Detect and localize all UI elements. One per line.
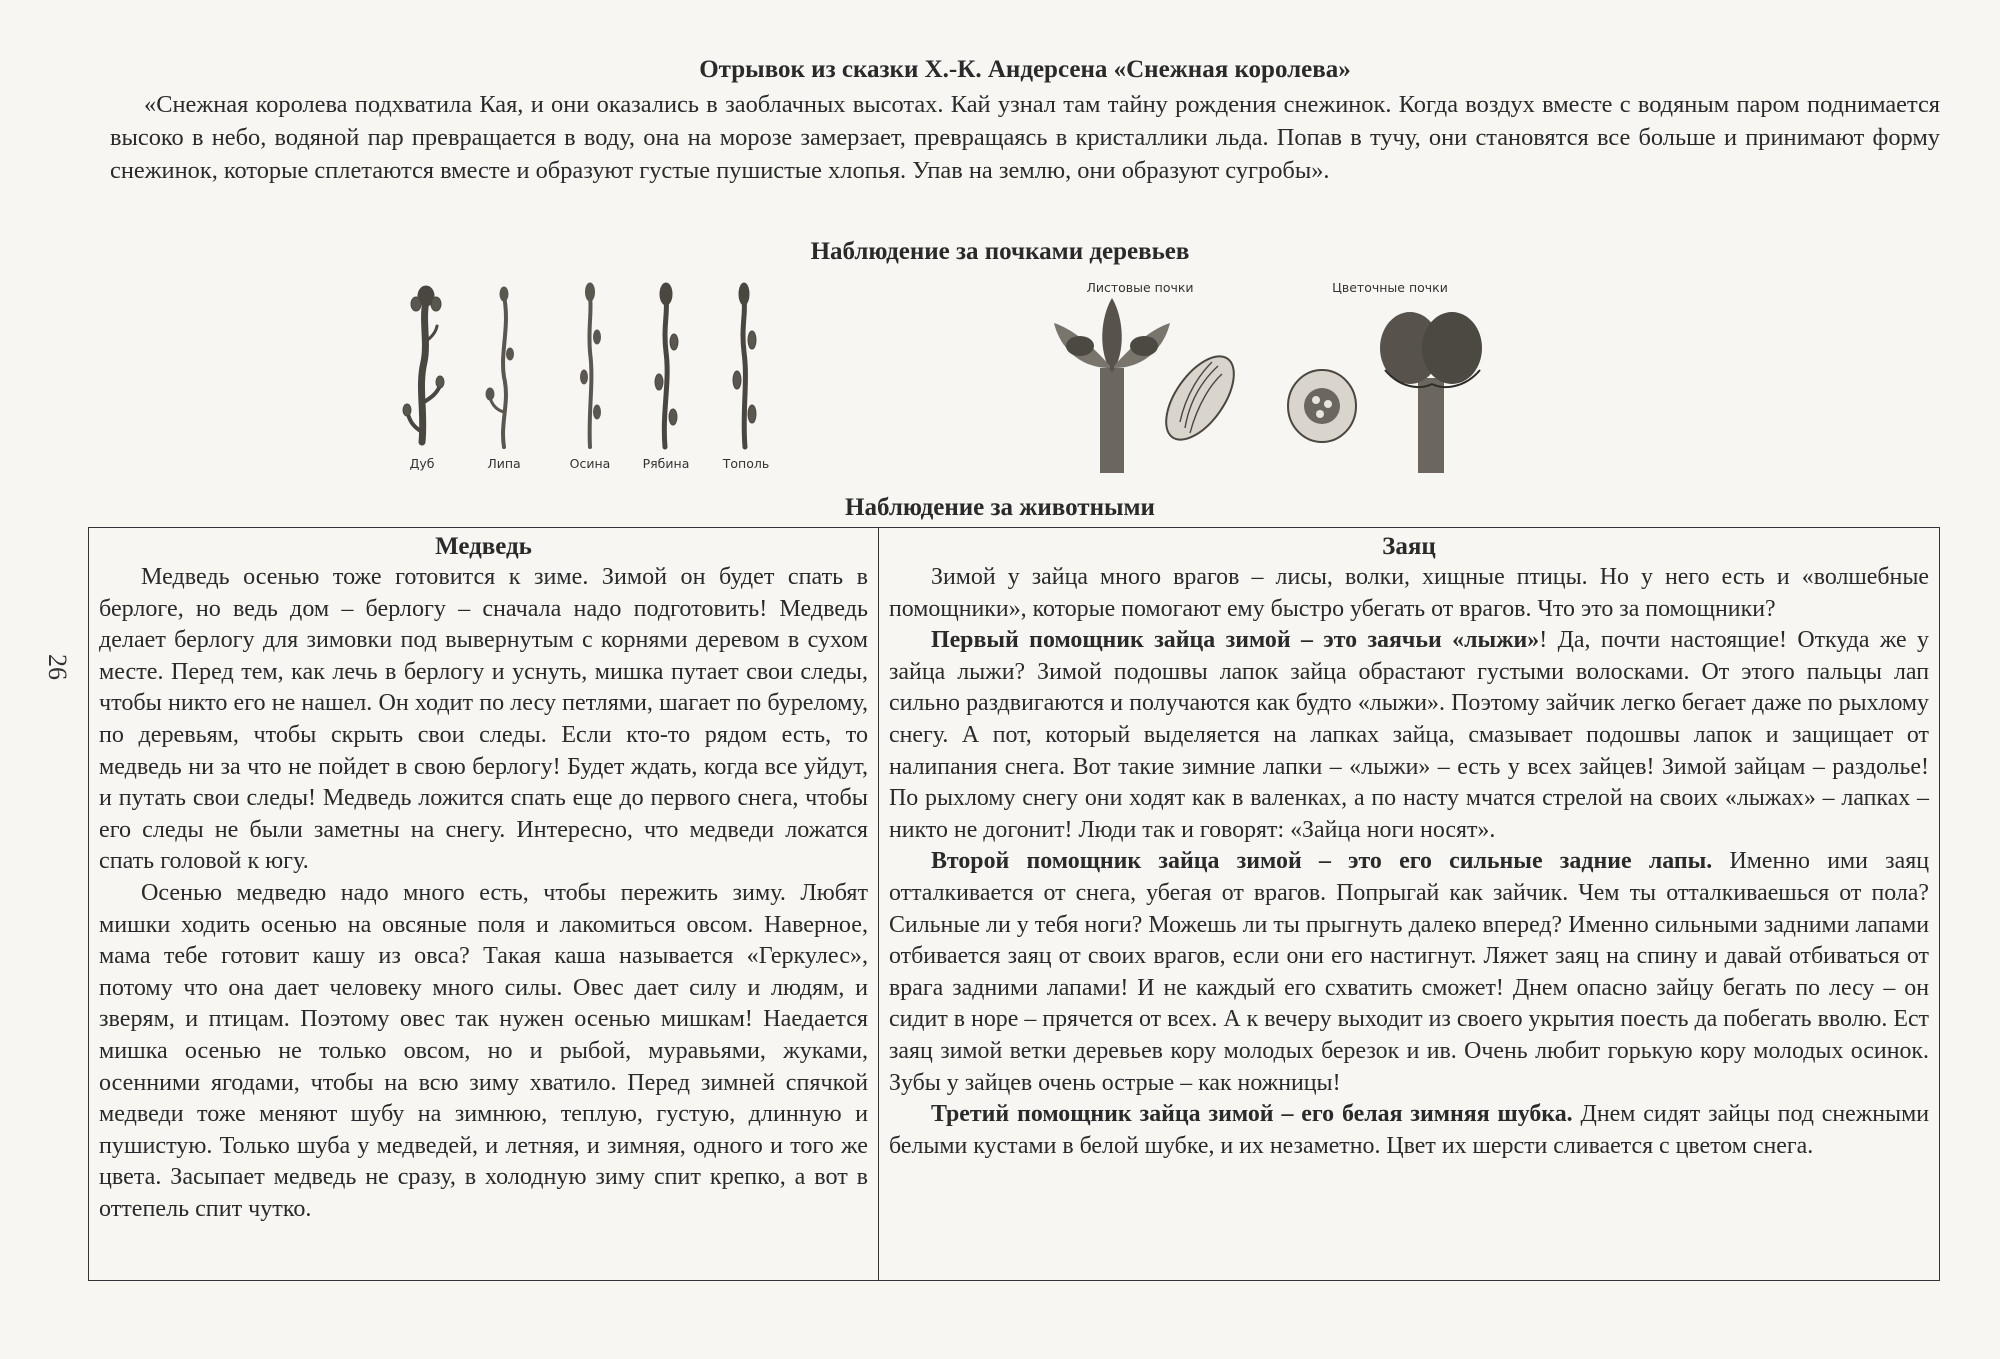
- hare-helper-1-text: ! Да, почти настоящие! Откуда же у зайца лыжи? Зимой подошвы лапок зайца обрастают густыми волосками. От этого пальцы лап сильно раздвигаются и получаются как будто «лыжи». Поэтому зайчик легко бегает даже по рыхлому снегу. А пот, который выделяется на лапках зайца, смазывает подошвы лапок и защищает от налипания снега. Вот такие зимние лапки – «лыжи» – есть у всех зайцев! Зимой зайцам – раздолье! По рыхлому снегу они ходят как в валенках, а по насту мчатся стрелой на своих «лыжах» – лапках – никто не догонит! Люди так и говорят: «Зайца ноги носят».: [889, 627, 1930, 843]
- bear-paragraph-1: Медведь осенью тоже готовится к зиме. Зимой он будет спать в берлоге, но ведь дом – берлогу – сначала надо подготовить! Медведь делает берлогу для зимовки под вывернутым с корнями деревом в сухом месте. Перед тем, как лечь в берлогу и уснуть, мишка путает свои следы, чтобы никто его не нашел. Он ходит по лесу петлями, шагает по бурелому, по деревьям, чтобы скрыть свои следы. Если кто-то рядом есть, то медведь ни за что не пойдет в свою берлогу! Будет ждать, когда все уйдут, и путать свои следы! Медведь ложится спать еще до первого снега, чтобы его следы не были заметны на снегу. Интересно, что медведи ложатся спать головой к югу.: [99, 564, 868, 875]
- leaf-and-flower-buds-illustration: [1040, 278, 1520, 478]
- twig-label-oak: Дуб: [409, 456, 435, 471]
- bear-paragraph-2: Осенью медведю надо много есть, чтобы пережить зиму. Любят мишки ходить осенью на овсяные поля и лакомиться овсом. Наверное, мама тебе готовит кашу из овса? Такая каша называется «Геркулес», потому что она дает человеку много силы. Овес дает силу и людям, и зверям, и птицам. Поэтому овес так нужен осенью мишкам! Наедается мишка осенью не только овсом, но и рыбой, муравьями, жуками, осенними ягодами, чтобы на всю зиму хватило. Перед зимней спячкой медведи тоже меняют шубу на зимнюю, теплую, густую, длинную и пушистую. Только шуба у медведей, и летняя, и зимняя, одного и того же цвета. Засыпает медведь не сразу, в холодную зиму спит крепко, а вот в оттепель спит чутко.: [99, 879, 868, 1222]
- hare-helper-3-paragraph: [889, 1099, 1929, 1162]
- animals-table: [88, 527, 1940, 1281]
- page-number: 26: [43, 654, 72, 680]
- rowan-twig-image: [655, 283, 678, 447]
- animals-section-title: Наблюдение за животными: [845, 494, 1155, 521]
- twig-label-poplar: Тополь: [722, 456, 770, 471]
- aspen-twig-image: [581, 283, 601, 447]
- twig-label-linden: Липа: [487, 456, 521, 471]
- hare-column: [879, 528, 1939, 1280]
- excerpt-title: Отрывок из сказки Х.-К. Андерсена «Снежная королева»: [699, 56, 1351, 83]
- leaf-buds-label: Листовые почки: [1086, 280, 1194, 295]
- hare-helper-3-heading: Третий помощник зайца зимой – его белая зимняя шубка.: [931, 1101, 1573, 1128]
- hare-intro-paragraph: Зимой у зайца много врагов – лисы, волки, хищные птицы. Но у него есть и «волшебные помощники», которые помогают ему быстро убегать от врагов. Что это за помощники?: [889, 564, 1929, 622]
- fairy-tale-excerpt: [110, 56, 1940, 187]
- flower-bud-section-image: [1288, 370, 1356, 442]
- tree-twigs-illustration: [392, 282, 812, 472]
- leaf-bud-section-image: [1153, 345, 1247, 451]
- hare-helper-1-heading: Первый помощник зайца зимой – это заячьи «лыжи»: [931, 627, 1540, 654]
- bear-heading: Медведь: [435, 533, 532, 560]
- hare-helper-2-heading: Второй помощник зайца зимой – это его сильные задние лапы.: [931, 848, 1713, 875]
- excerpt-text: «Снежная королева подхватила Кая, и они оказались в заоблачных высотах. Кай узнал там тайну рождения снежинок. Когда воздух вместе с водяным паром поднимается высоко в небо, водяной пар превращается в воду, она на морозе замерзает, превращаясь в кристаллики льда. Попав в тучу, они становятся все больше и принимают форму снежинок, которые сплетаются вместе и образуют густые пушистые хлопья. Упав на землю, они образуют сугробы».: [110, 91, 1940, 184]
- hare-helper-2-text: Именно ими заяц отталкивается от снега, убегая от врагов. Попрыгай как зайчик. Чем ты отталкиваешься от пола? Сильные ли у тебя ноги? Можешь ли ты прыгнуть далеко вперед? Именно сильными задними лапами отбивается заяц от своих врагов, если они его настигнут. Ляжет заяц на спину и давай отбиваться от врага задними лапами! И не каждый его схватить сможет! Днем опасно зайцу бегать по лесу – он сидит в норе – прячется от всех. А к вечеру выходит из своего укрытия поесть да побегать вволю. Ест заяц зимой ветки деревьев кору молодых березок и ив. Очень любит горькую кору молодых осинок. Зубы у зайцев очень острые – как ножницы!: [889, 848, 1929, 1096]
- hare-helper-1-paragraph: [889, 625, 1929, 846]
- twig-label-rowan: Рябина: [642, 456, 690, 471]
- oak-twig-image: [403, 286, 444, 442]
- leaf-bud-image: [1054, 298, 1170, 473]
- hare-helper-3-text: Днем сидят зайцы под снежными белыми кустами в белой шубке, и их незаметно. Цвет их шерсти сливается с цветом снега.: [889, 1101, 1929, 1159]
- poplar-twig-image: [733, 283, 756, 447]
- flower-bud-image: [1380, 312, 1482, 473]
- linden-twig-image: [486, 287, 514, 447]
- hare-helper-2-paragraph: [889, 846, 1929, 1099]
- twig-label-aspen: Осина: [569, 456, 611, 471]
- hare-heading: Заяц: [1382, 533, 1436, 560]
- buds-section-title: Наблюдение за почками деревьев: [810, 238, 1190, 265]
- bear-column: [89, 528, 879, 1280]
- flower-buds-label: Цветочные почки: [1332, 280, 1448, 295]
